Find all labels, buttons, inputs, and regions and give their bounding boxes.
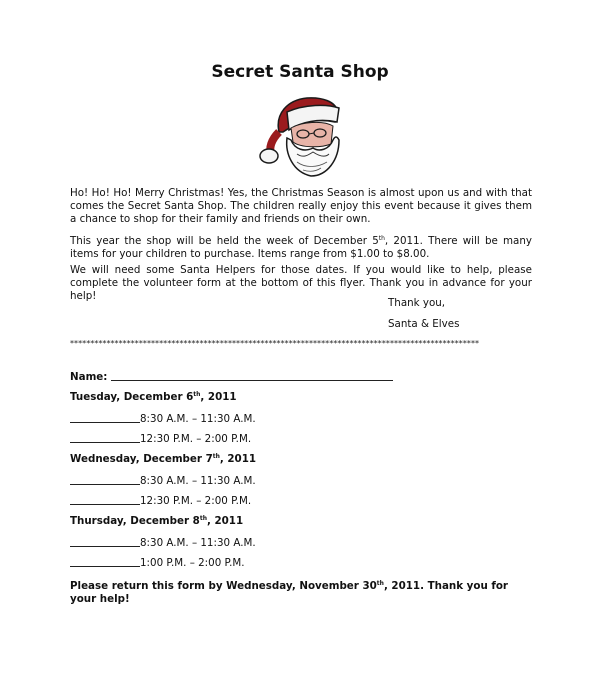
slot-blank-line[interactable] [70,432,140,443]
time-slot[interactable]: 12:30 P.M. – 2:00 P.M. [70,494,251,507]
slot-blank-line[interactable] [70,536,140,547]
signature-text: Santa & Elves [388,318,460,330]
closing-text: Thank you, [388,297,446,309]
helpers-paragraph: We will need some Santa Helpers for those dates. If you would like to help, please complete the volunteer form at the bottom of this flyer. Thank you in advance for your help! [70,264,532,302]
intro-paragraph: Ho! Ho! Ho! Merry Christmas! Yes, the Christmas Season is almost upon us and with that comes the Secret Santa Shop. The children really enjoy this event because it gives them a chance to shop for their family and friends on their own. [70,187,532,225]
slot-blank-line[interactable] [70,494,140,505]
return-note: Please return this form by Wednesday, November 30th, 2011. Thank you for your help! [70,580,508,605]
day-heading-wednesday: Wednesday, December 7th, 2011 [70,453,257,465]
name-blank-line[interactable] [111,370,393,381]
name-field[interactable]: Name: [70,370,393,383]
slot-blank-line[interactable] [70,412,140,423]
day-heading-tuesday: Tuesday, December 6th, 2011 [70,391,237,403]
slot-blank-line[interactable] [70,474,140,485]
time-slot[interactable]: 8:30 A.M. – 11:30 A.M. [70,474,256,487]
page-title: Secret Santa Shop [211,62,389,82]
time-slot[interactable]: 1:00 P.M. – 2:00 P.M. [70,556,245,569]
time-slot[interactable]: 8:30 A.M. – 11:30 A.M. [70,536,256,549]
time-slot[interactable]: 12:30 P.M. – 2:00 P.M. [70,432,251,445]
separator-line: ***************************************************************************************************** [70,339,480,348]
shop-date-paragraph: This year the shop will be held the week of December 5th, 2011. There will be many items for your children to purchase. Items range from $1.00 to $8.00. [70,235,532,260]
santa-face-icon [257,92,347,180]
time-slot[interactable]: 8:30 A.M. – 11:30 A.M. [70,412,256,425]
day-heading-thursday: Thursday, December 8th, 2011 [70,515,244,527]
slot-blank-line[interactable] [70,556,140,567]
